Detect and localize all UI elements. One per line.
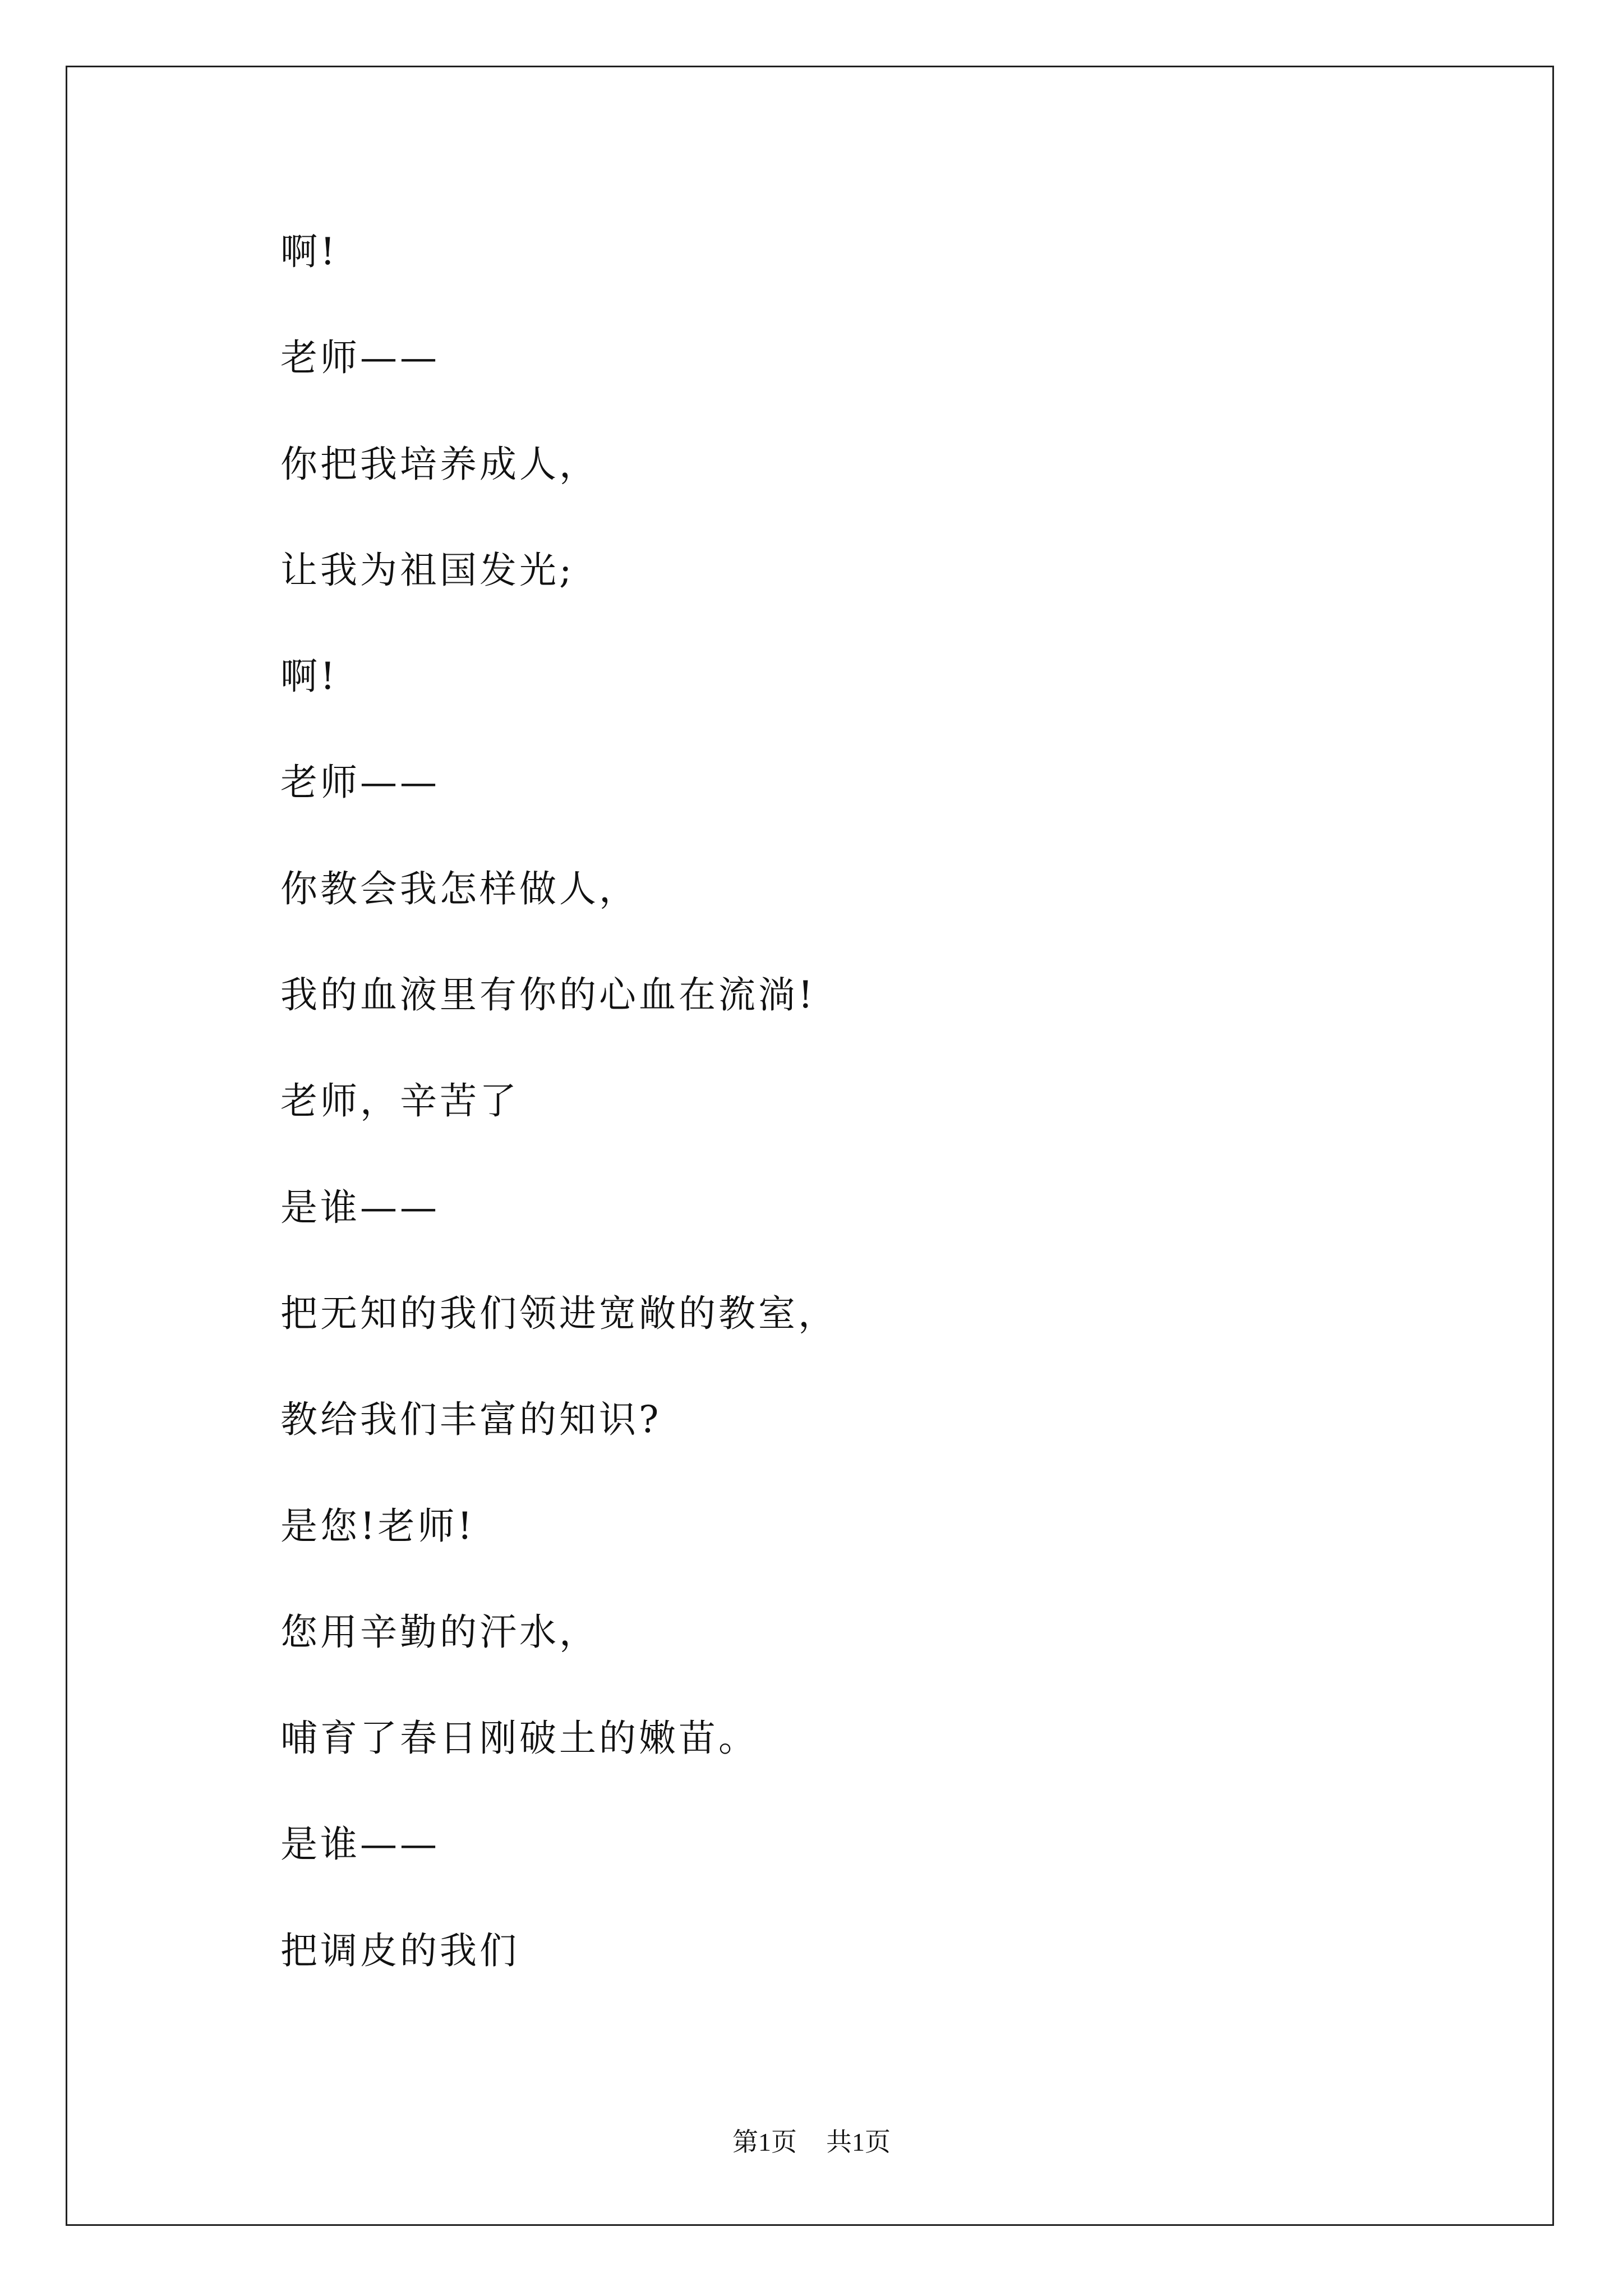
text-line: 把调皮的我们 xyxy=(280,1929,519,1972)
text-line: 老师—— xyxy=(280,336,440,380)
page-footer xyxy=(0,2125,1623,2160)
text-line: 教给我们丰富的知识? xyxy=(280,1398,662,1442)
text-line: 让我为祖国发光; xyxy=(280,548,575,592)
text-line: 啊! xyxy=(280,655,338,698)
text-line: 是谁—— xyxy=(280,1185,440,1229)
document-body xyxy=(280,199,1458,2004)
text-line: 老师—— xyxy=(280,761,440,804)
page-number: 第1页 xyxy=(732,2128,797,2156)
page-total: 共1页 xyxy=(826,2128,891,2156)
text-line: 是您!老师! xyxy=(280,1504,476,1548)
text-line: 你教会我怎样做人， xyxy=(280,867,639,910)
text-line: 哺育了春日刚破土的嫩苗。 xyxy=(280,1717,758,1760)
text-line: 是谁—— xyxy=(280,1823,440,1866)
text-line: 您用辛勤的汗水， xyxy=(280,1610,599,1654)
text-line: 我的血液里有你的心血在流淌! xyxy=(280,973,816,1017)
text-line: 老师，辛苦了 xyxy=(280,1079,519,1123)
text-line: 啊! xyxy=(280,230,338,273)
text-line: 把无知的我们领进宽敞的教室， xyxy=(280,1291,838,1335)
text-line: 你把我培养成人， xyxy=(280,442,599,486)
